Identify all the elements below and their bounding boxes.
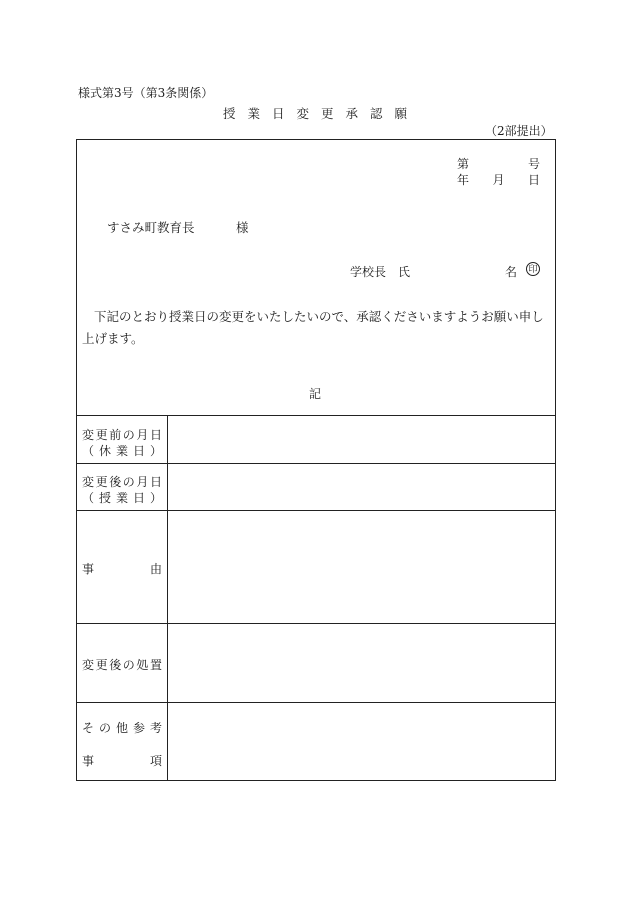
label-other-line2: 事 項: [82, 754, 162, 768]
label-other-line1: そ の 他 参 考: [82, 721, 162, 735]
ki-label: 記: [308, 387, 321, 401]
doc-number-suffix: 号: [527, 157, 540, 171]
doc-number-prefix: 第: [457, 157, 470, 171]
date-row: [457, 171, 540, 188]
request-body-text: 下記のとおり授業日の変更をいたしたいので、承認くださいますようお願い申し上げます。: [82, 309, 544, 346]
addressee-name: すさみ町教育長: [107, 220, 195, 235]
date-month: 月: [492, 173, 505, 187]
label-after-date-line1: 変 更 後 の 月 日: [82, 475, 162, 489]
label-after-date-line2: （ 授 業 日 ）: [82, 491, 162, 505]
row-divider: [76, 463, 556, 464]
form-number: 様式第3号（第3条関係）: [78, 86, 214, 100]
document-number-row: [457, 155, 540, 172]
date-day: 日: [527, 173, 540, 187]
document-title: 授業日変更承認願: [222, 106, 419, 121]
row-divider: [76, 702, 556, 703]
applicant-title: 学校長: [350, 265, 387, 279]
label-reason: 事 由: [82, 562, 162, 576]
label-measures: 変 更 後 の 処 置: [82, 658, 162, 672]
copies-note: （2部提出）: [485, 124, 553, 138]
applicant-mei: 名: [505, 265, 518, 279]
addressee-honorific: 様: [236, 220, 249, 235]
label-before-date-line1: 変 更 前 の 月 日: [82, 428, 162, 442]
seal-icon: 印: [526, 262, 540, 276]
table-top-line: [76, 415, 556, 416]
date-year: 年: [457, 173, 470, 187]
label-before-date-line2: （ 休 業 日 ）: [82, 444, 162, 458]
row-divider: [76, 510, 556, 511]
applicant-shi: 氏: [398, 265, 411, 279]
row-divider: [76, 623, 556, 624]
label-column-divider: [167, 415, 168, 781]
